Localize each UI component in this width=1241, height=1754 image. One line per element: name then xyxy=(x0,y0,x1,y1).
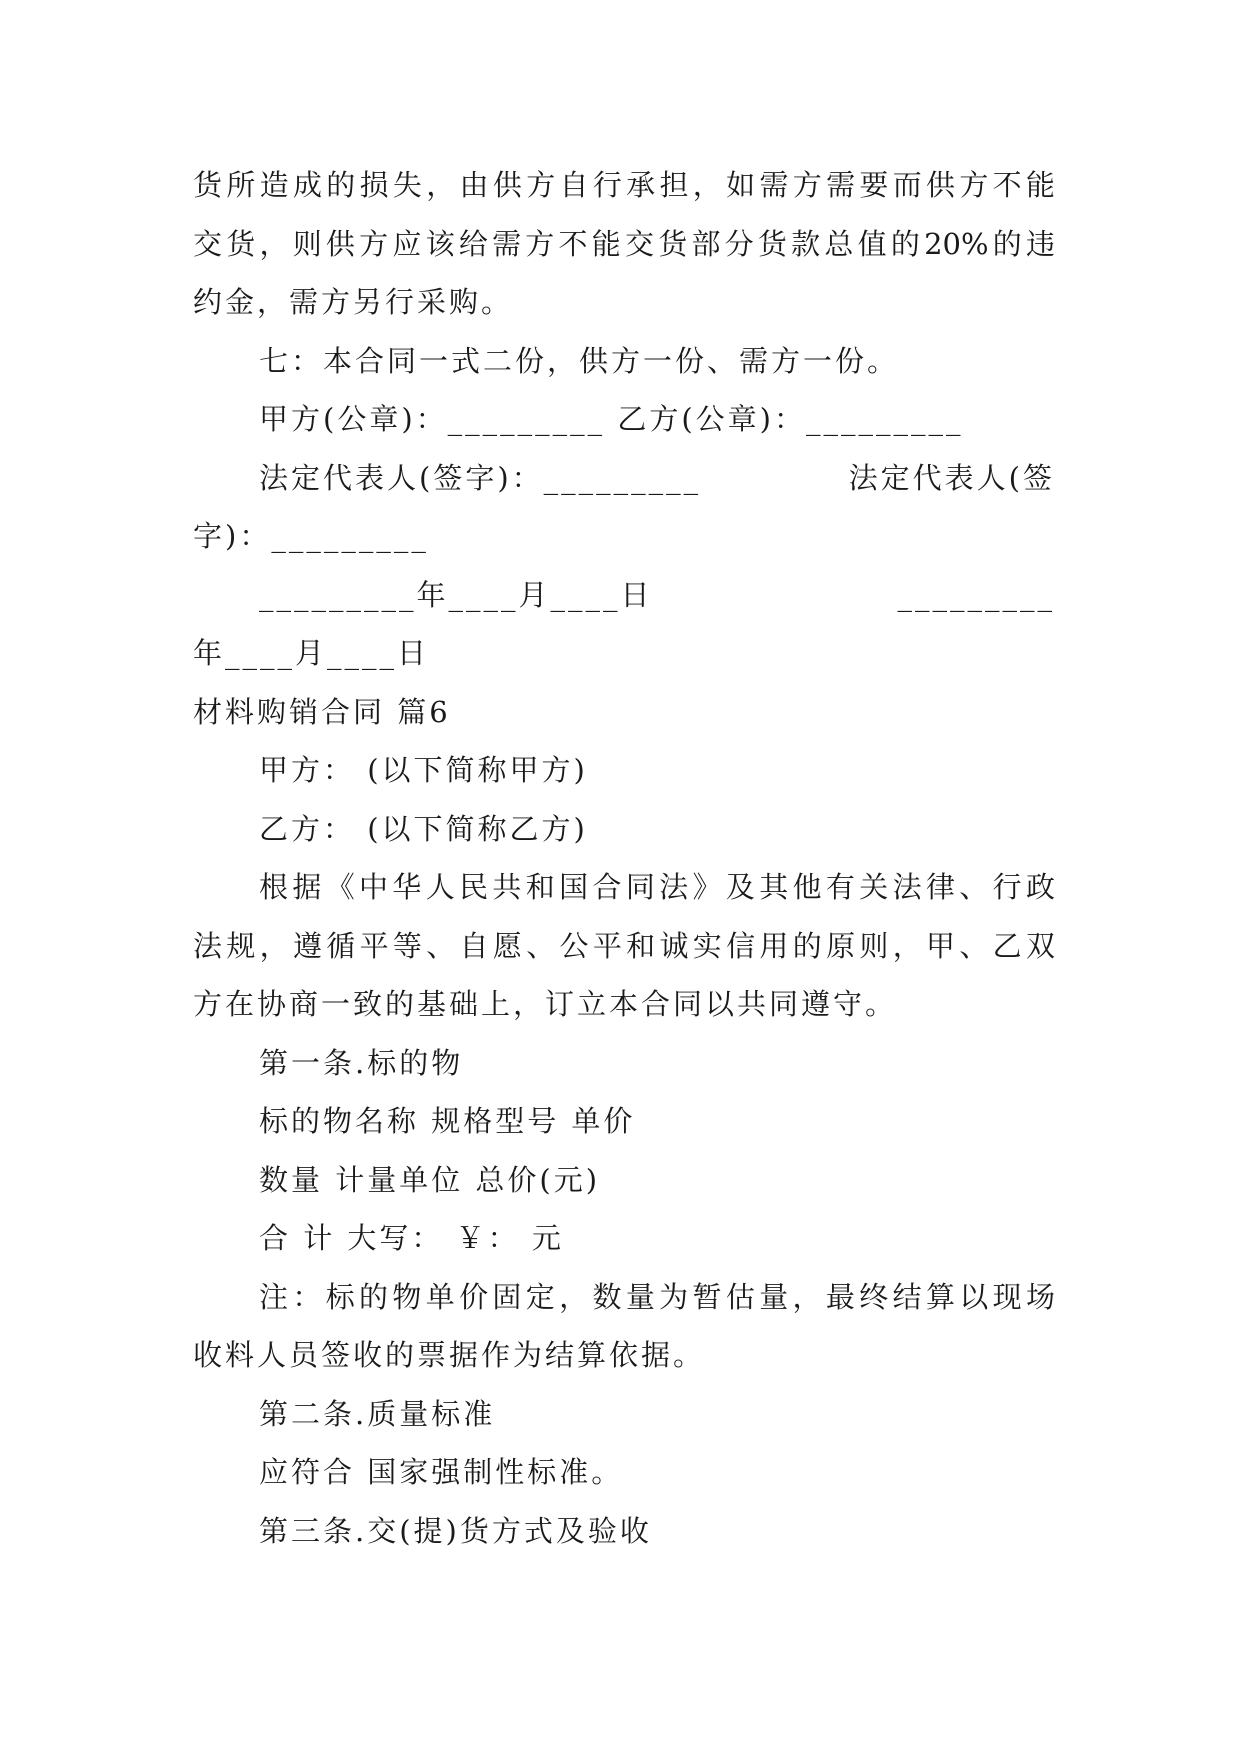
clause-heading: 第三条.交(提)货方式及验收 xyxy=(259,1513,652,1548)
date-line xyxy=(193,566,1055,625)
text-line: 注：标的物单价固定，数量为暂估量，最终结算以现场 xyxy=(259,1279,1055,1314)
text-line: 七：本合同一式二份，供方一份、需方一份。 xyxy=(259,343,900,378)
document-page xyxy=(193,156,1055,1560)
signature-line-representatives xyxy=(193,449,1055,508)
text-line: 货所造成的损失，由供方自行承担，如需方需要而供方不能 xyxy=(193,168,1055,202)
text-line: 方在协商一致的基础上，订立本合同以共同遵守。 xyxy=(193,987,898,1021)
clause-heading: 第二条.质量标准 xyxy=(259,1396,496,1431)
text-line: 甲方： (以下简称甲方) xyxy=(259,753,588,787)
clause-heading: 第一条.标的物 xyxy=(259,1045,464,1080)
text-line: 字)：_________ xyxy=(193,519,429,553)
party-b-date-blank: _________ xyxy=(897,577,1055,612)
text-line: 约金，需方另行采购。 xyxy=(193,285,514,319)
text-line: 乙方： (以下简称乙方) xyxy=(259,811,588,846)
text-line: 交货，则供方应该给需方不能交货部分货款总值的20%的违 xyxy=(193,226,1055,261)
party-a-date: _________年____月____日 xyxy=(259,577,653,612)
party-a-representative: 法定代表人(签字)：_________ xyxy=(259,460,702,495)
text-line: 根据《中华人民共和国合同法》及其他有关法律、行政 xyxy=(259,870,1055,904)
section-heading: 材料购销合同 篇6 xyxy=(193,694,451,729)
text-line: 收料人员签收的票据作为结算依据。 xyxy=(193,1338,706,1372)
party-b-representative: 法定代表人(签 xyxy=(848,460,1055,495)
text-line: 应符合 国家强制性标准。 xyxy=(259,1455,624,1489)
text-line: 标的物名称 规格型号 单价 xyxy=(259,1104,636,1138)
text-line: 法规，遵循平等、自愿、公平和诚实信用的原则，甲、乙双 xyxy=(193,928,1055,963)
text-line: 合 计 大写： ￥： 元 xyxy=(259,1221,564,1255)
text-line: 年____月____日 xyxy=(193,636,430,670)
text-line: 数量 计量单位 总价(元) xyxy=(259,1162,601,1197)
signature-line-seals: 甲方(公章)：_________ 乙方(公章)：_________ xyxy=(259,402,964,436)
